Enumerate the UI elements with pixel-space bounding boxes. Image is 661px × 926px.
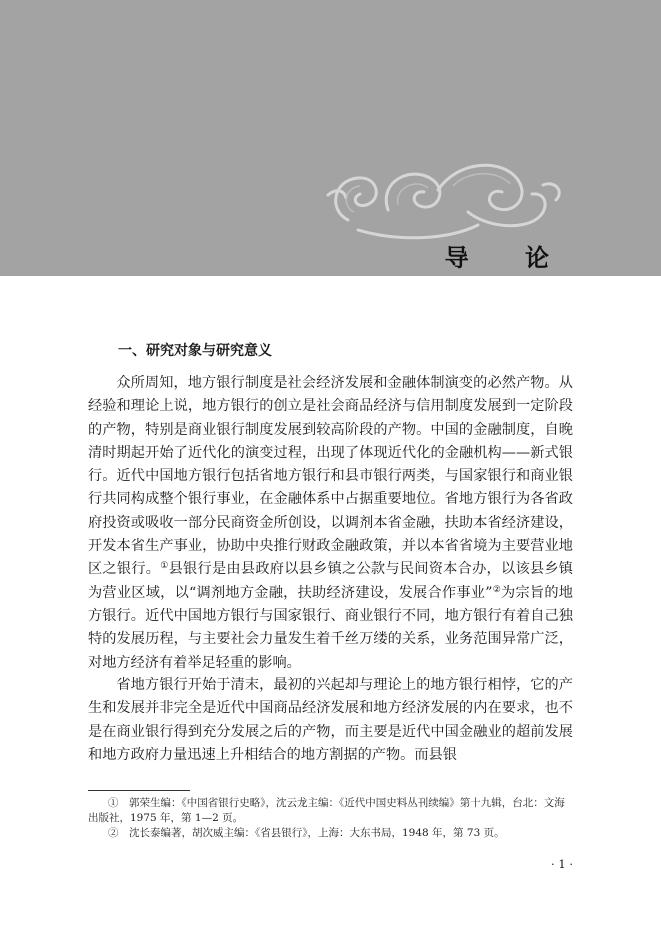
paragraph-text: 众所周知，地方银行制度是社会经济发展和金融体制演变的必然产物。从经验和理论上说，地方银行的创立是社会商品经济与信用制度发展到一定阶段的产物，特别是商业银行制度发展到较高阶段的产物。中国的金融制度，自晚清时期起开始了近代化的演变过程，出现了体现近代化的金融机构——新式银行。近代中国地方银行包括省地方银行和县市银行两类，与国家银行和商业银行共同构成整个银行事业，在金融体系中占据重要地位。省地方银行为各省政府投资或吸收一部分民商资金所创设，以调剂本省金融，扶助本省经济建设，开发本省生产事业，协助中央推行财政金融政策，并以本省省境为主要营业地区之银行。 xyxy=(88,375,573,578)
chapter-title: 导 论 xyxy=(444,244,573,272)
body-paragraph xyxy=(88,372,573,675)
chapter-banner xyxy=(0,0,661,276)
cloud-scroll-ornament xyxy=(318,150,568,250)
section-heading: 一、研究对象与研究意义 xyxy=(118,343,272,359)
footnote-divider xyxy=(88,790,190,791)
paragraph-text: 为宗旨的地方银行。近代中国地方银行与国家银行、商业银行不同，地方银行有着自己独特的发展历程，与主要社会力量发生着千丝万缕的关系，业务范围异常广泛，对地方经济有着举足轻重的影响。 xyxy=(88,584,573,671)
footnote: ② 沈长泰编著，胡次威主编：《省县银行》，上海：大东书局，1948 年，第 73 页。 xyxy=(108,827,505,839)
paragraph-text: 县银行是由县政府以县乡镇之公款与民间资本合办，以该县乡镇为营业区域，以“调剂地方金融，扶助经济建设，发展合作事业” xyxy=(88,561,573,601)
footnote-ref[interactable]: ① xyxy=(160,561,169,572)
page-number: · 1 · xyxy=(551,857,573,871)
body-paragraph: 省地方银行开始于清末，最初的兴起却与理论上的地方银行相悖，它的产生和发展并非完全是近代中国商品经济发展和地方经济发展的内在要求，也不是在商业银行得到充分发展之后的产物，而主要是近代中国金融业的超前发展和地方政府力量迅速上升相结合的地方割据的产物。而县银 xyxy=(88,677,573,763)
footnote-ref[interactable]: ② xyxy=(492,584,502,595)
footnote: ① 郭荣生编：《中国省银行史略》，沈云龙主编：《近代中国史料丛刊续编》第十九辑，台北：文海出版社，1975 年，第 1—2 页。 xyxy=(88,797,565,824)
